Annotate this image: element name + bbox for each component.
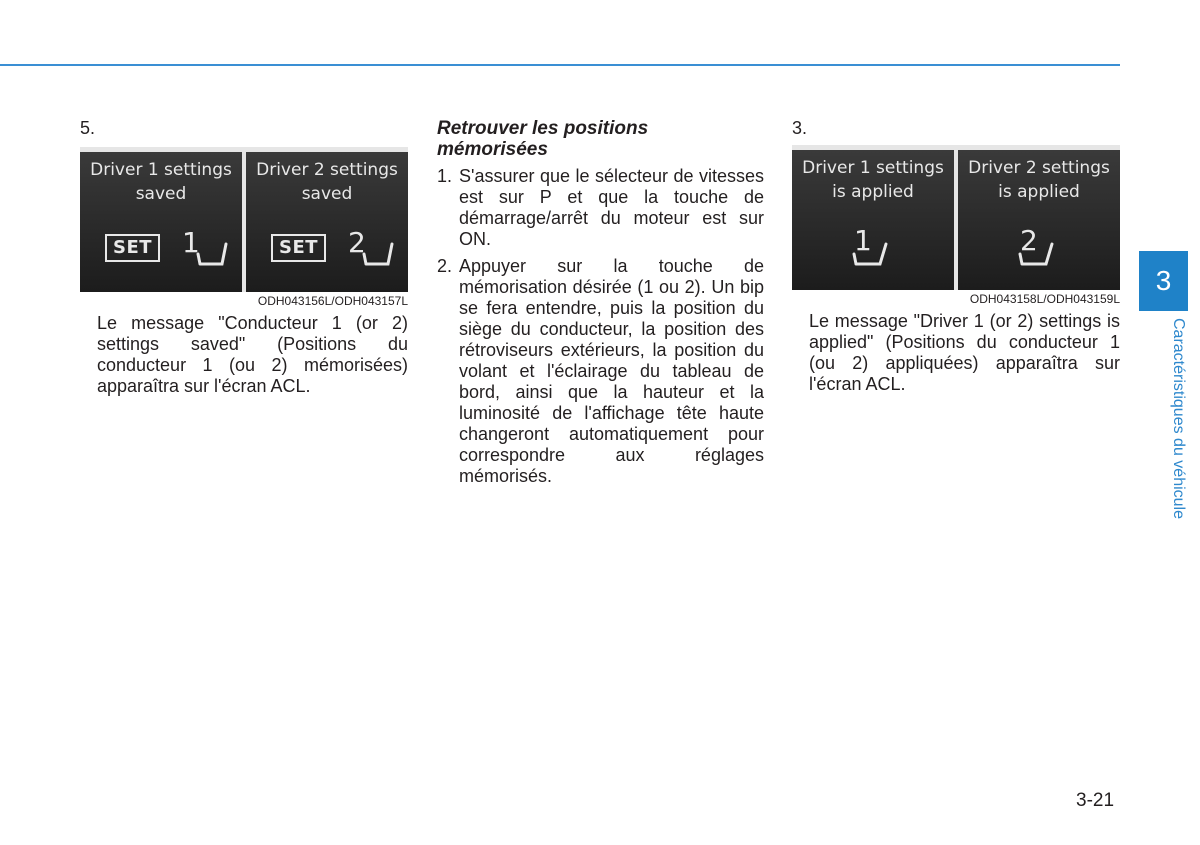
section-heading: Retrouver les positions mémorisées [437,118,649,160]
seat-1-icon [178,224,230,276]
column-3 [792,118,1120,395]
figure-settings-applied [792,145,1120,290]
figure-code: ODH043156L/ODH043157L [257,294,408,308]
lcd-panel-driver-2 [246,152,408,292]
svg-text:2: 2 [348,226,366,259]
svg-text:1: 1 [182,226,200,259]
lcd-message: Driver 1 settings saved [90,160,232,204]
set-icon: SET [271,234,326,262]
top-rule [0,64,1120,66]
list-item: 1. S'assurer que le sélecteur de vitesses est sur P et que la touche de démarrage/arrêt du moteur est sur ON. [437,166,764,249]
list-item: 2. Appuyer sur la touche de mémorisation désirée (1 ou 2). Un bip se fera entendre, puis la position du siège du conducteur, la position des rétroviseurs extérieurs, la position du volant et l'éclairage du tableau de bord, ainsi que la hauteur et la luminosité de l'affichage tête haute changeront automatiquement pour correspondre aux réglages mémorisés. [437,256,764,486]
step-number: 3. [792,118,808,138]
chapter-tab: 3 [1139,251,1188,311]
set-icon: SET [105,234,160,262]
lcd-message: Driver 2 settings saved [256,160,398,204]
figure-code: ODH043158L/ODH043159L [969,292,1120,306]
paragraph: Le message "Conducteur 1 (or 2) settings saved" (Positions du conducteur 1 (ou 2) mémorisées) apparaîtra sur l'écran ACL. [97,313,408,396]
page-number: 3-21 [1076,790,1115,811]
column-1 [80,118,408,397]
steps-list [437,166,764,487]
lcd-panel-driver-2 [958,150,1120,290]
seat-2-icon [344,224,396,276]
svg-text:1: 1 [854,224,872,257]
svg-text:2: 2 [1020,224,1038,257]
column-2 [437,118,764,493]
lcd-message: Driver 2 settings is applied [968,158,1110,202]
lcd-panel-driver-1 [80,152,242,292]
lcd-message: Driver 1 settings is applied [802,158,944,202]
seat-2-icon [1016,222,1068,274]
figure-settings-saved [80,147,408,292]
chapter-title: Caractéristiques du véhicule [1170,318,1187,519]
lcd-panel-driver-1 [792,150,954,290]
step-number: 5. [80,118,96,138]
seat-1-icon [850,222,902,274]
paragraph: Le message "Driver 1 (or 2) settings is applied" (Positions du conducteur 1 (ou 2) appliquées) apparaîtra sur l'écran ACL. [809,311,1120,394]
